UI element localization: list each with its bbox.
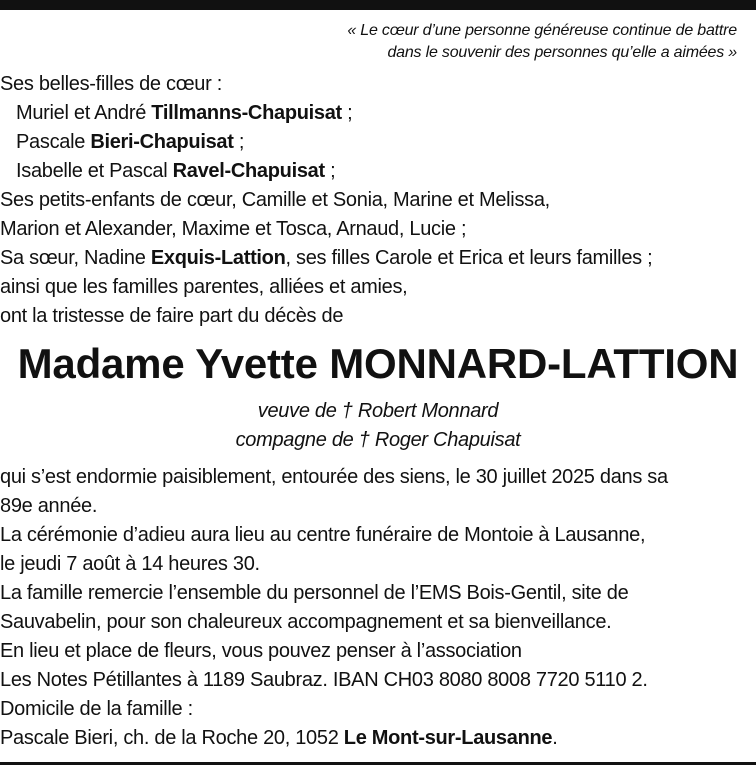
address-street: Pascale Bieri, ch. de la Roche 20, 1052: [0, 727, 344, 749]
donation-iban-line: Les Notes Pétillantes à 1189 Saubraz. IBAN CH03 8080 8008 7720 5110 2.: [0, 669, 648, 691]
sister-line: [0, 244, 652, 273]
daughter-in-law-entry: [0, 99, 652, 128]
grandchildren-line: Marion et Alexander, Maxime et Tosca, Arnaud, Lucie ;: [0, 218, 467, 240]
ceremony-line: La cérémonie d’adieu aura lieu au centre funéraire de Montoie à Lausanne,: [0, 524, 646, 546]
entry-given-names: Isabelle et Pascal: [16, 160, 173, 182]
daughters-in-law-intro: Ses belles-filles de cœur :: [0, 73, 222, 95]
entry-punctuation: ;: [233, 131, 245, 153]
epigraph-line: dans le souvenir des personnes qu’elle a aimées »: [387, 44, 737, 61]
entry-given-names: Muriel et André: [16, 102, 152, 124]
donation-line: En lieu et place de fleurs, vous pouvez penser à l’association: [0, 640, 522, 662]
notice-details: [0, 463, 668, 753]
sister-surname: Exquis-Lattion: [150, 247, 286, 269]
thanks-line: Sauvabelin, pour son chaleureux accompagnement et sa bienveillance.: [0, 611, 612, 633]
entry-punctuation: ;: [341, 102, 353, 124]
sister-prefix: Sa sœur, Nadine: [0, 247, 151, 269]
top-border-rule: [0, 0, 756, 10]
details-line: 89e année.: [0, 495, 98, 517]
family-address-line: [0, 724, 668, 753]
entry-surname: Tillmanns-Chapuisat: [151, 102, 342, 124]
sister-suffix: , ses filles Carole et Erica et leurs familles ;: [285, 247, 653, 269]
entry-punctuation: ;: [324, 160, 336, 182]
daughter-in-law-entry: [0, 157, 652, 186]
address-town: Le Mont-sur-Lausanne: [343, 727, 553, 749]
deceased-name-heading: Madame Yvette MONNARD-LATTION: [17, 340, 739, 387]
epigraph-line: « Le cœur d’une personne généreuse continue de battre: [347, 22, 737, 39]
entry-surname: Bieri-Chapuisat: [90, 131, 234, 153]
details-line: qui s’est endormie paisiblement, entourée des siens, le 30 juillet 2025 dans sa: [0, 466, 668, 488]
widow-of-line: veuve de † Robert Monnard: [257, 400, 499, 422]
grandchildren-line: Ses petits-enfants de cœur, Camille et Sonia, Marine et Melissa,: [0, 189, 550, 211]
daughter-in-law-entry: [0, 128, 652, 157]
bottom-border-rule: [0, 762, 756, 765]
thanks-line: La famille remercie l’ensemble du personnel de l’EMS Bois-Gentil, site de: [0, 582, 629, 604]
family-address-label: Domicile de la famille :: [0, 698, 193, 720]
entry-surname: Ravel-Chapuisat: [172, 160, 325, 182]
address-punctuation: .: [552, 727, 558, 749]
announcement-line: ont la tristesse de faire part du décès de: [0, 305, 344, 327]
companion-of-line: compagne de † Roger Chapuisat: [235, 429, 521, 451]
relatives-line: ainsi que les familles parentes, alliées et amies,: [0, 276, 408, 298]
entry-given-names: Pascale: [16, 131, 91, 153]
ceremony-date-line: le jeudi 7 août à 14 heures 30.: [0, 553, 260, 575]
epigraph-quote: [347, 20, 737, 64]
deceased-relations: [0, 397, 756, 455]
family-list: [0, 70, 652, 331]
